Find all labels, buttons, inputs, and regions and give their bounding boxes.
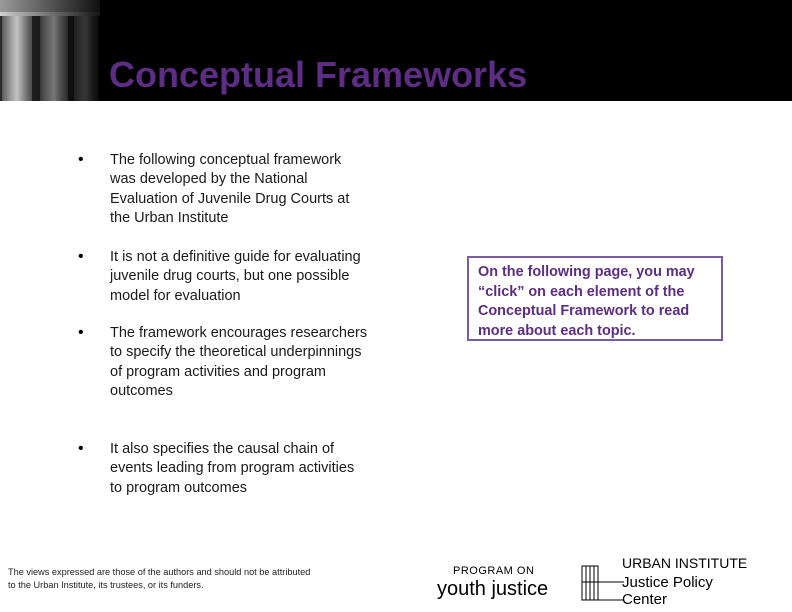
bullet-item: It is not a definitive guide for evaluating juvenile drug courts, but one possible model for evaluation <box>110 249 361 304</box>
youth-justice-logo-text: youth justice <box>437 578 549 600</box>
bullet-marker: • <box>78 248 84 265</box>
header-banner <box>0 0 792 101</box>
bullet-item: The following conceptual framework was developed by the National Evaluation of Juvenile Drug Courts at the Urban Institute <box>110 152 350 227</box>
justice-policy-center-label: Justice Policy Center <box>622 574 713 608</box>
bullet-marker: • <box>78 440 84 457</box>
program-on-label: PROGRAM ON <box>453 565 535 577</box>
bullet-item: It also specifies the causal chain of events leading from program activities to program outcomes <box>110 441 355 496</box>
slide-title: Conceptual Frameworks <box>109 54 528 95</box>
bullet-item: The framework encourages researchers to specify the theoretical underpinnings of program activities and program outcomes <box>110 325 368 400</box>
urban-institute-logo-icon <box>580 562 628 604</box>
urban-institute-label: URBAN INSTITUTE <box>622 555 748 571</box>
disclaimer-text: The views expressed are those of the authors and should not be attributed to the Urban Institute, its trustees, or its funders. <box>8 567 311 590</box>
callout-box: On the following page, you may “click” on each element of the Conceptual Framework to read more about each topic. <box>467 256 723 341</box>
bullet-marker: • <box>78 151 84 168</box>
bullet-marker: • <box>78 324 84 341</box>
classical-columns-image <box>0 0 100 101</box>
